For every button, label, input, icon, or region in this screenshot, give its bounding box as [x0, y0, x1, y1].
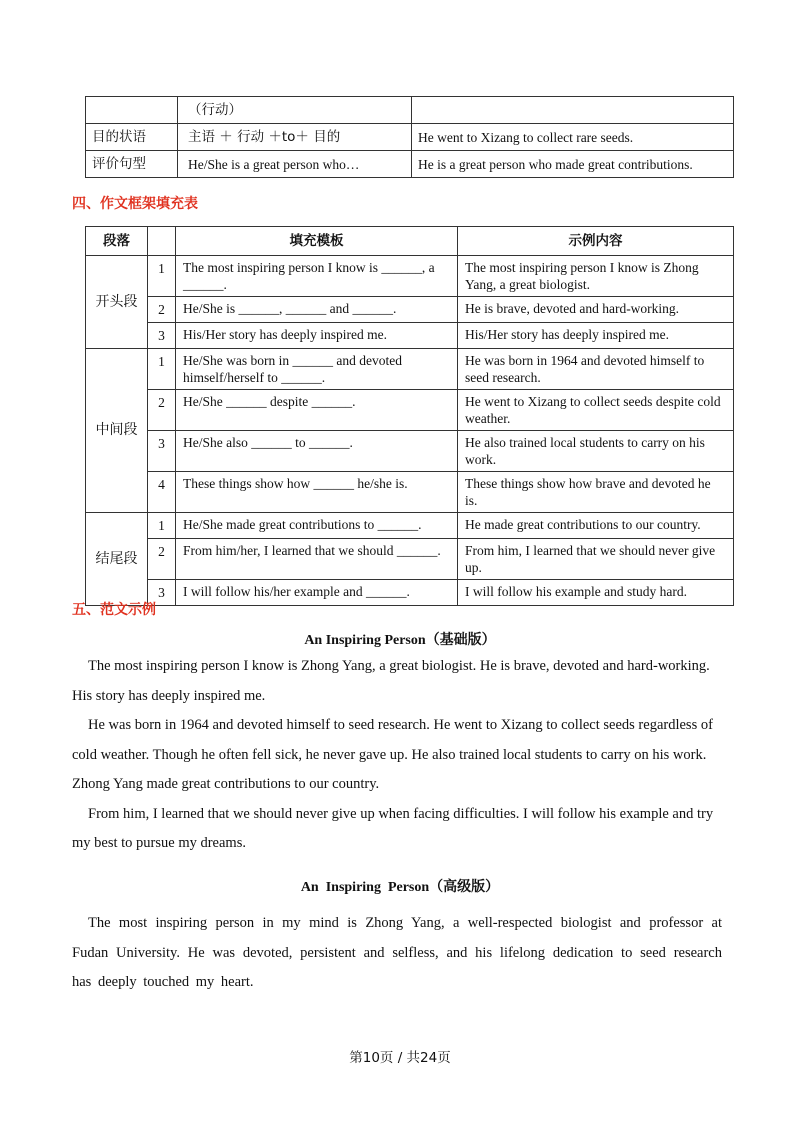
section-5-title: 五、范文示例 — [72, 602, 156, 618]
essay-2-title — [0, 876, 800, 896]
essay-1-title — [0, 629, 800, 649]
example-cell: He made great contributions to our country. — [458, 513, 734, 539]
table-row — [86, 323, 734, 349]
essay-paragraph: The most inspiring person I know is Zhong Yang, a great biologist. He is brave, devoted and hard-working. His story has deeply inspired me. — [72, 658, 710, 704]
header-example: 示例内容 — [458, 227, 734, 256]
example-cell: He went to Xizang to collect seeds despite cold weather. — [458, 390, 734, 431]
essay-paragraph: He was born in 1964 and devoted himself to seed research. He went to Xizang to collect seeds regardless of cold weather. Though he often fell sick, he never gave up. He also trained local students to carry on his work. Zhong Yang made great contributions to our country. — [72, 717, 713, 792]
table-row — [86, 151, 734, 178]
essay-2-title-cn: （高级版） — [429, 879, 500, 895]
row-number: 2 — [148, 539, 176, 580]
template-cell: From him/her, I learned that we should ______. — [176, 539, 458, 580]
table-row — [86, 580, 734, 606]
framework-table — [85, 226, 734, 606]
example-cell: I will follow his example and study hard. — [458, 580, 734, 606]
table-row — [86, 256, 734, 297]
row-number: 3 — [148, 431, 176, 472]
row-number: 3 — [148, 323, 176, 349]
table-row — [86, 349, 734, 390]
row-number: 2 — [148, 297, 176, 323]
essay-1-title-cn: （基础版） — [425, 632, 496, 648]
header-paragraph: 段落 — [86, 227, 148, 256]
essay-1-body — [72, 652, 728, 859]
essay-paragraph: The most inspiring person in my mind is Zhong Yang, a well-respected biologist and professor at Fudan University. He was devoted, persistent and selfless, and his lifelong dedication to seed research has deeply touched my heart. — [72, 915, 722, 990]
template-cell: I will follow his/her example and ______. — [176, 580, 458, 606]
paragraph-label-middle: 中间段 — [86, 349, 148, 513]
table-cell: （行动） — [178, 97, 412, 124]
essay-paragraph: From him, I learned that we should never give up when facing difficulties. I will follow his example and try my best to pursue my dreams. — [72, 805, 714, 851]
table-header-row — [86, 227, 734, 256]
table-row — [86, 390, 734, 431]
template-cell: He/She made great contributions to ______. — [176, 513, 458, 539]
table-row — [86, 472, 734, 513]
table-row — [86, 297, 734, 323]
top-sentence-table — [85, 96, 734, 178]
table-cell: He/She is a great person who… — [178, 151, 412, 178]
template-cell: He/She was born in ______ and devoted himself/herself to ______. — [176, 349, 458, 390]
row-number: 1 — [148, 349, 176, 390]
header-template: 填充模板 — [176, 227, 458, 256]
essay-1-title-en: An Inspiring Person — [304, 633, 426, 648]
paragraph-label-opening: 开头段 — [86, 256, 148, 349]
paragraph-label-closing: 结尾段 — [86, 513, 148, 606]
page-number: 第10页 / 共24页 — [349, 1050, 451, 1066]
example-cell: These things show how brave and devoted he is. — [458, 472, 734, 513]
table-cell: He went to Xizang to collect rare seeds. — [412, 124, 734, 151]
table-cell: 评价句型 — [86, 151, 178, 178]
header-number — [148, 227, 176, 256]
example-cell: He was born in 1964 and devoted himself to seed research. — [458, 349, 734, 390]
table-cell — [412, 97, 734, 124]
row-number: 3 — [148, 580, 176, 606]
example-cell: His/Her story has deeply inspired me. — [458, 323, 734, 349]
example-cell: He also trained local students to carry on his work. — [458, 431, 734, 472]
table-cell: 目的状语 — [86, 124, 178, 151]
essay-2-body — [72, 909, 722, 998]
example-cell: The most inspiring person I know is Zhong Yang, a great biologist. — [458, 256, 734, 297]
row-number: 1 — [148, 256, 176, 297]
section-4-title: 四、作文框架填充表 — [72, 196, 198, 212]
table-row — [86, 513, 734, 539]
table-row — [86, 97, 734, 124]
table-cell — [86, 97, 178, 124]
template-cell: He/She is ______, ______ and ______. — [176, 297, 458, 323]
essay-2-title-en: An Inspiring Person — [300, 880, 430, 895]
template-cell: His/Her story has deeply inspired me. — [176, 323, 458, 349]
table-row — [86, 431, 734, 472]
template-cell: He/She also ______ to ______. — [176, 431, 458, 472]
row-number: 4 — [148, 472, 176, 513]
template-cell: The most inspiring person I know is ______, a ______. — [176, 256, 458, 297]
row-number: 2 — [148, 390, 176, 431]
template-cell: These things show how ______ he/she is. — [176, 472, 458, 513]
table-row — [86, 539, 734, 580]
row-number: 1 — [148, 513, 176, 539]
example-cell: He is brave, devoted and hard-working. — [458, 297, 734, 323]
table-cell: 主语 ＋ 行动 ＋to＋ 目的 — [178, 124, 412, 151]
template-cell: He/She ______ despite ______. — [176, 390, 458, 431]
table-cell: He is a great person who made great contributions. — [412, 151, 734, 178]
table-row — [86, 124, 734, 151]
example-cell: From him, I learned that we should never give up. — [458, 539, 734, 580]
